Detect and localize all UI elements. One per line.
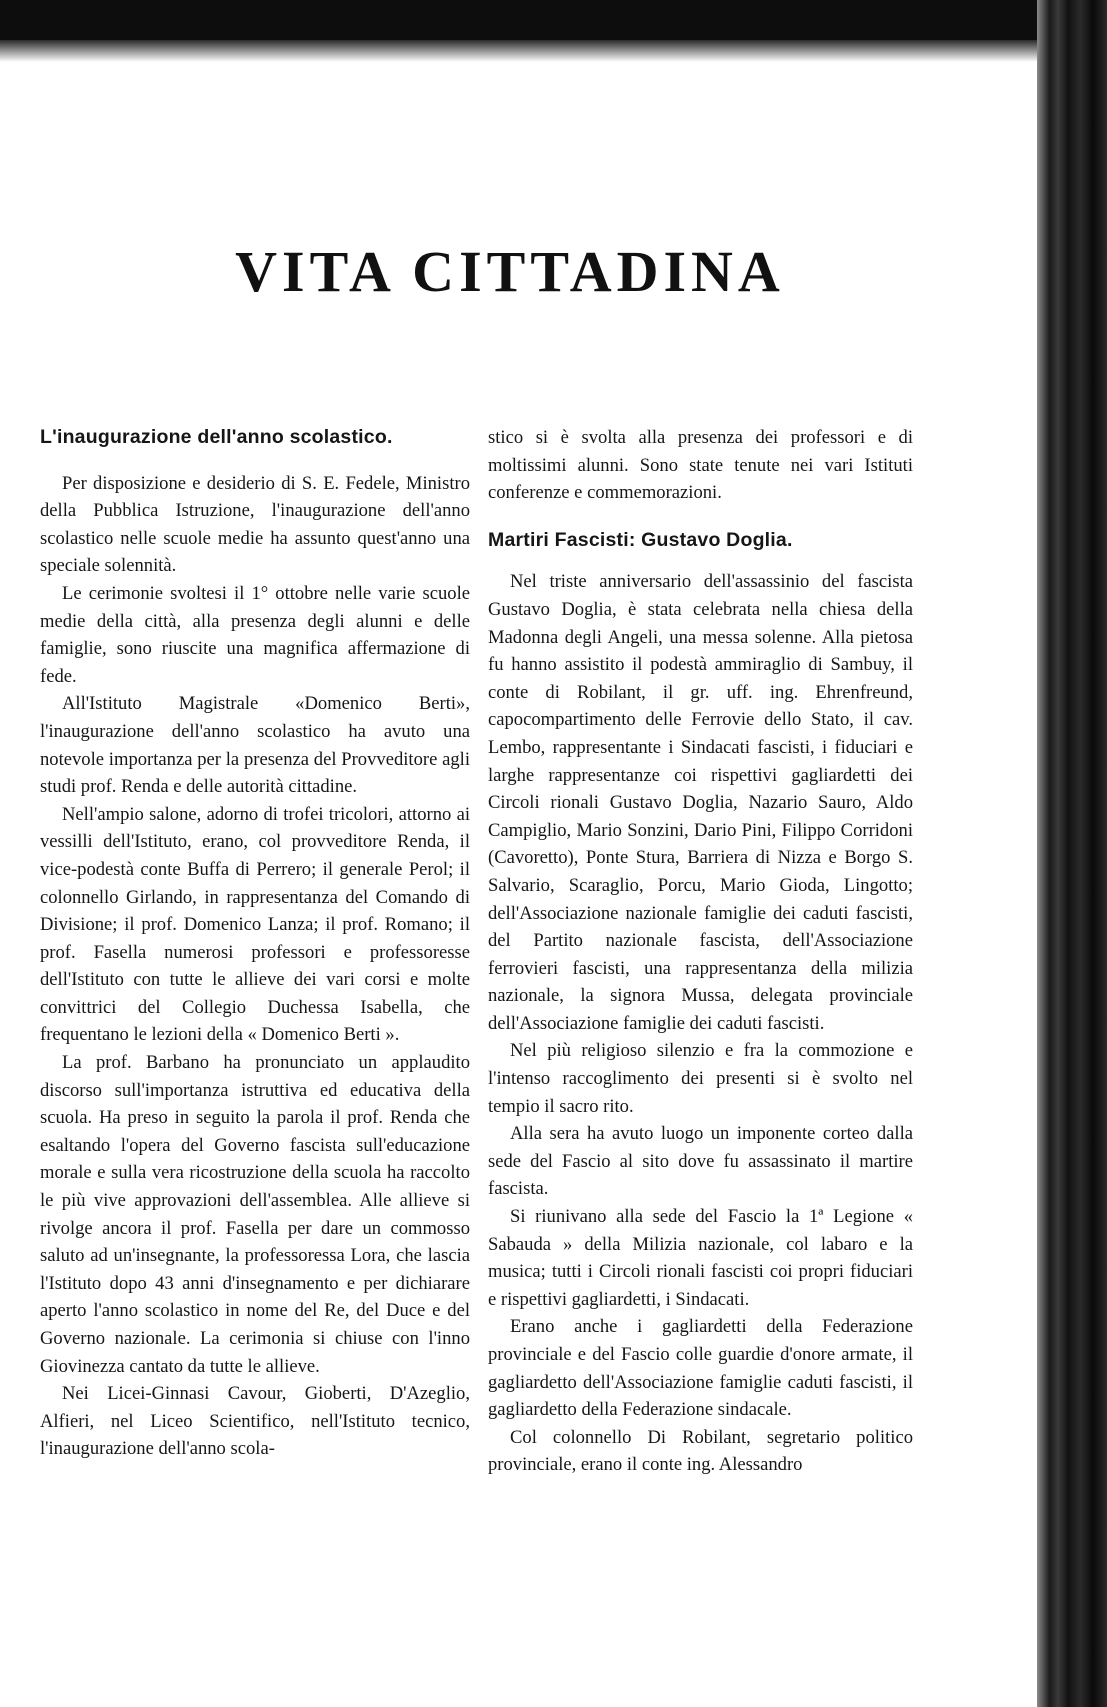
left-column xyxy=(40,424,470,1463)
article-heading-inaugurazione: L'inaugurazione dell'anno scolastico. xyxy=(40,426,393,448)
scan-top-shadow xyxy=(0,40,1107,62)
paragraph: Nel triste anniversario dell'assassinio del fascista Gustavo Doglia, è stata celebrata nella chiesa della Madonna degli Angeli, una messa solenne. Alla pietosa fu hanno assistito il podestà ammiraglio di Sambuy, il conte di Robilant, il gr. uff. ing. Ehrenfreund, capocompartimento delle Ferrovie dello Stato, il cav. Lembo, rappresentante i Sindacati fascisti, i fiduciari e larghe rappresentanze coi rispettivi gagliardetti dei Circoli rionali Gustavo Doglia, Nazario Sauro, Aldo Campiglio, Mario Sonzini, Dario Pini, Filippo Corridoni (Cavoretto), Ponte Stura, Barriera di Nizza e Borgo S. Salvario, Scaraglio, Porcu, Mario Gioda, Lingotto; dell'Associazione nazionale famiglie dei caduti fascisti, del Partito nazionale fascista, dell'Associazione ferrovieri fascisti, una rappresentanza della milizia nazionale, la signora Mussa, delegata provinciale dell'Associazione famiglie dei caduti fascisti. xyxy=(488,571,913,1034)
paragraph: Col colonnello Di Robilant, segretario politico provinciale, erano il conte ing. Alessandro xyxy=(488,1426,913,1476)
scan-right-edge xyxy=(1037,0,1107,1707)
paragraph: Nel più religioso silenzio e fra la commozione e l'intenso raccoglimento dei presenti si è svolto nel tempio il sacro rito. xyxy=(488,1040,913,1117)
paragraph: Erano anche i gagliardetti della Federazione provinciale e del Fascio colle guardie d'onore armate, il gagliardetto dell'Associazione famiglie caduti fascisti, il gagliardetto della Federazione sindacale. xyxy=(488,1316,913,1421)
paragraph: Si riunivano alla sede del Fascio la 1ª Legione « Sabauda » della Milizia nazionale, col labaro e la musica; tutti i Circoli rionali fascisti coi propri fiduciari e rispettivi gagliardetti, i Sindacati. xyxy=(488,1206,913,1310)
article-heading-martiri: Martiri Fascisti: Gustavo Doglia. xyxy=(488,528,793,551)
paragraph: Nei Licei-Ginnasi Cavour, Gioberti, D'Azeglio, Alfieri, nel Liceo Scientifico, nell'Istituto tecnico, l'inaugurazione dell'anno scola- xyxy=(40,1383,470,1460)
right-column xyxy=(488,424,913,1479)
paragraph: Per disposizione e desiderio di S. E. Fedele, Ministro della Pubblica Istruzione, l'inaugurazione dell'anno scolastico nelle scuole medie ha assunto quest'anno una speciale solennità. xyxy=(40,472,470,577)
scan-top-border xyxy=(0,0,1107,40)
paragraph: Alla sera ha avuto luogo un imponente corteo dalla sede del Fascio al sito dove fu assassinato il martire fascista. xyxy=(488,1123,913,1200)
paragraph-continuation: stico si è svolta alla presenza dei professori e di moltissimi alunni. Sono state tenute nei vari Istituti conferenze e commemorazioni. xyxy=(488,427,913,504)
paragraph: La prof. Barbano ha pronunciato un applaudito discorso sull'importanza istruttiva ed educativa della scuola. Ha preso in seguito la parola il prof. Renda che esaltando l'opera del Governo fascista sull'educazione morale e sulla vera ricostruzione della scuola ha raccolto le più vive approvazioni dell'assemblea. Alle allieve si rivolge ancora il prof. Fasella per dare un commosso saluto ad un'insegnante, la professoressa Lora, che lascia l'Istituto dopo 43 anni d'insegnamento e per dichiarare aperto l'anno scolastico in nome del Re, del Duce e del Governo nazionale. La cerimonia si chiuse con l'inno Giovinezza cantato da tutte le allieve. xyxy=(40,1052,470,1377)
page-title: VITA CITTADINA xyxy=(235,239,785,304)
paragraph: Le cerimonie svoltesi il 1° ottobre nelle varie scuole medie della città, alla presenza degli alunni e delle famiglie, sono riuscite una magnifica affermazione di fede. xyxy=(40,582,470,687)
paragraph: All'Istituto Magistrale «Domenico Berti», l'inaugurazione dell'anno scolastico ha avuto una notevole importanza per la presenza del Provveditore agli studi prof. Renda e delle autorità cittadine. xyxy=(40,693,470,798)
paragraph: Nell'ampio salone, adorno di trofei tricolori, attorno ai vessilli dell'Istituto, erano, col provveditore Renda, il vice-podestà conte Buffa di Perrero; il generale Perol; il colonnello Girlando, in rappresentanza del Comando di Divisione; il prof. Domenico Lanza; il prof. Romano; il prof. Fasella numerosi professori e professoresse dell'Istituto con tutte le allieve dei vari corsi e molte convittrici del Collegio Duchessa Isabella, che frequentano le lezioni della « Domenico Berti ». xyxy=(40,803,470,1046)
